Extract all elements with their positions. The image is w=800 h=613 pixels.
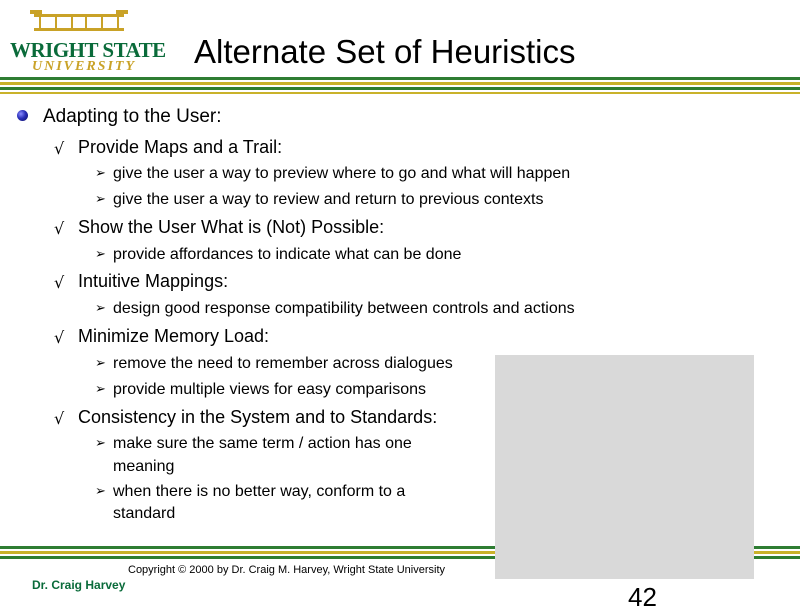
copyright-text: Copyright © 2000 by Dr. Craig M. Harvey, Wright State University [128, 564, 446, 576]
arrow-right-icon: ➢ [95, 436, 106, 451]
check-mark-icon: √ [54, 139, 65, 158]
arrow-right-icon: ➢ [95, 192, 106, 207]
check-mark-icon: √ [54, 219, 65, 238]
header-stripe-green-2 [0, 87, 800, 90]
outline-heading: Adapting to the User: [43, 106, 222, 127]
outline-sub-item: remove the need to remember across dialogues [113, 355, 453, 372]
page-number: 42 [628, 582, 657, 612]
outline-sub-item: design good response compatibility between controls and actions [113, 300, 575, 317]
logo-text-wright-state: WRIGHT STATE [10, 38, 166, 62]
check-mark-icon: √ [54, 328, 65, 347]
outline-sub-item: when there is no better way, conform to a [113, 483, 406, 500]
outline-item-label: Consistency in the System and to Standards: [78, 407, 438, 427]
outline-item-label: Show the User What is (Not) Possible: [78, 217, 385, 237]
outline-item-label: Intuitive Mappings: [78, 271, 229, 291]
check-mark-icon: √ [54, 409, 65, 428]
outline-sub-item-continued: standard [113, 505, 176, 522]
arrow-right-icon: ➢ [95, 356, 106, 371]
logo-text-university: UNIVERSITY [32, 59, 137, 74]
outline-sub-item: provide multiple views for easy comparisons [113, 381, 427, 398]
image-placeholder [495, 355, 754, 579]
arrow-right-icon: ➢ [95, 166, 106, 181]
slide-title: Alternate Set of Heuristics [194, 33, 576, 70]
university-logo [8, 10, 166, 74]
outline-sub-item: give the user a way to review and return to previous contexts [113, 191, 544, 208]
header-stripe-gold-1 [0, 82, 800, 85]
blue-ball-bullet-icon [17, 110, 28, 121]
footer-author: Dr. Craig Harvey [32, 578, 126, 592]
outline-sub-item: provide affordances to indicate what can be done [113, 246, 462, 263]
outline-sub-item: make sure the same term / action has one [113, 435, 412, 452]
arrow-right-icon: ➢ [95, 382, 106, 397]
outline-item-label: Provide Maps and a Trail: [78, 137, 283, 157]
wright-flyer-icon [30, 10, 128, 36]
check-mark-icon: √ [54, 273, 65, 292]
arrow-right-icon: ➢ [95, 247, 106, 262]
outline-item-label: Minimize Memory Load: [78, 326, 270, 346]
arrow-right-icon: ➢ [95, 484, 106, 499]
header-stripe-green-1 [0, 77, 800, 80]
outline-sub-item-continued: meaning [113, 458, 175, 475]
header-stripe-gold-2 [0, 92, 800, 94]
outline-sub-item: give the user a way to preview where to go and what will happen [113, 165, 571, 182]
arrow-right-icon: ➢ [95, 301, 106, 316]
